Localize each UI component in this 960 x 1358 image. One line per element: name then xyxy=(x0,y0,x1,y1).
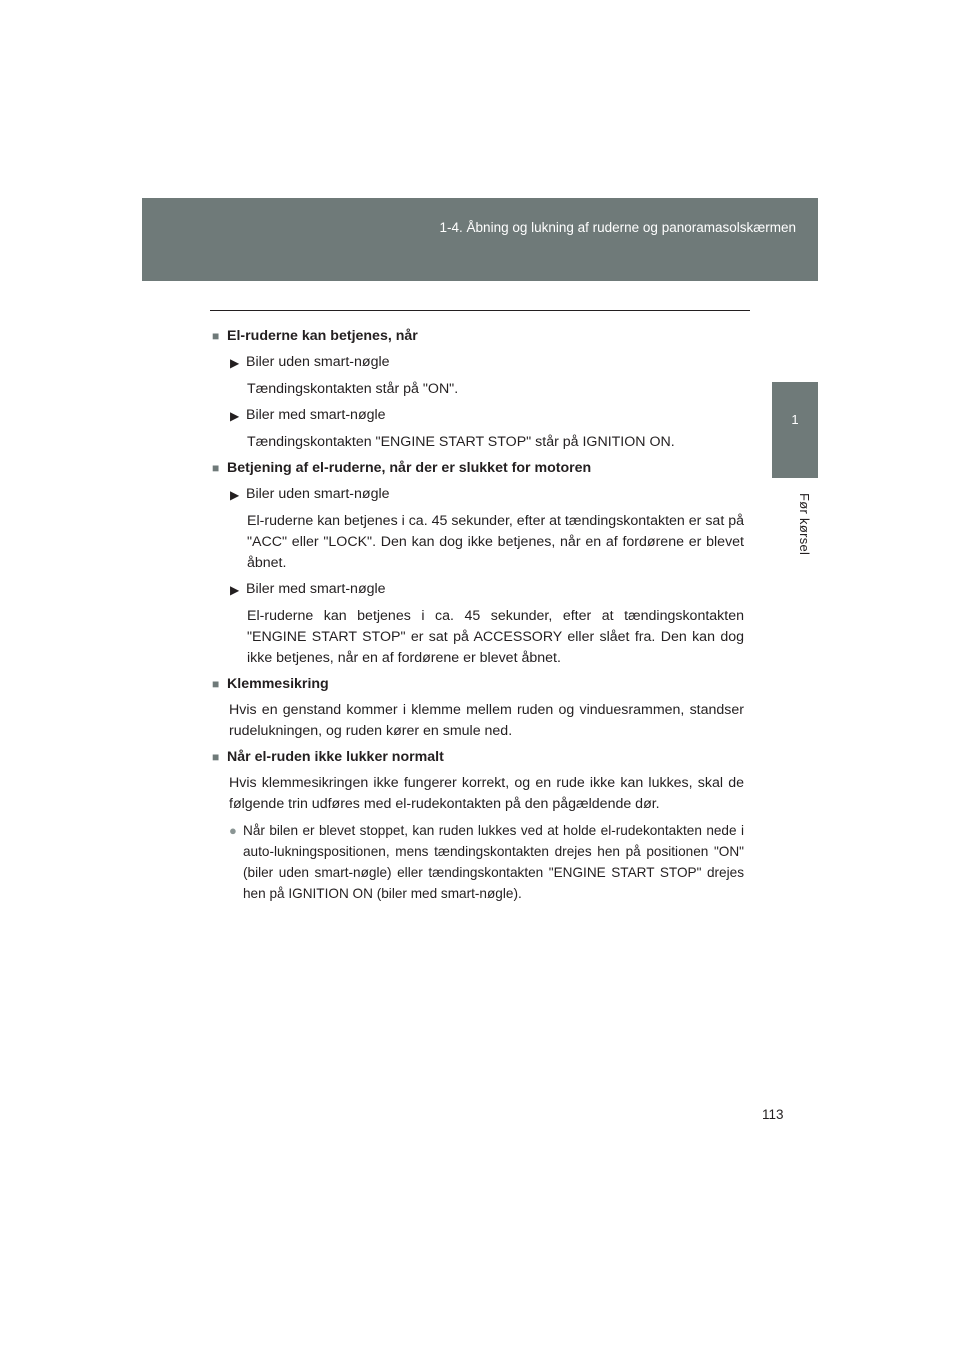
heading-text: Når el-ruden ikke lukker normalt xyxy=(227,749,444,765)
condition-label: Biler med smart-nøgle xyxy=(246,581,386,597)
triangle-bullet-icon: ▶ xyxy=(230,583,240,597)
heading-engine-off-operation xyxy=(212,458,744,479)
heading-jam-protection xyxy=(212,674,744,695)
chapter-label: Før kørsel xyxy=(797,493,812,556)
section-title: 1-4. Åbning og lukning af ruderne og panoramasolskærmen xyxy=(439,220,796,235)
condition-label: Biler uden smart-nøgle xyxy=(246,486,390,502)
chapter-number: 1 xyxy=(791,412,799,427)
heading-window-not-closing xyxy=(212,747,744,768)
circle-bullet-icon: ● xyxy=(229,823,237,838)
condition-label: Biler uden smart-nøgle xyxy=(246,354,390,370)
square-bullet-icon: ■ xyxy=(212,461,220,475)
condition-text: Tændingskontakten står på "ON". xyxy=(247,381,459,397)
condition-row xyxy=(230,484,744,506)
condition-text: El-ruderne kan betjenes i ca. 45 sekunder, efter at tændingskontakten er sat på "ACC" eller "LOCK". Den kan dog ikke betjenes, når en af fordørene er blevet åbnet. xyxy=(247,513,744,571)
chapter-header xyxy=(142,198,818,281)
bullet-item xyxy=(229,820,744,904)
condition-label: Biler med smart-nøgle xyxy=(246,407,386,423)
condition-text: Tændingskontakten "ENGINE START STOP" står på IGNITION ON. xyxy=(247,434,675,450)
heading-text: Betjening af el-ruderne, når der er slukket for motoren xyxy=(227,460,592,476)
bullet-text: Når bilen er blevet stoppet, kan ruden lukkes ved at holde el-rudekontakten nede i auto-lukningspositionen, mens tændingskontakten drejes hen på positionen "ON" (biler uden smart-nøgle) eller tændingskontakten "ENGINE START STOP" drejes hen på IGNITION ON (biler med smart-nøgle). xyxy=(243,823,744,901)
page-number: 113 xyxy=(762,1107,784,1122)
square-bullet-icon: ■ xyxy=(212,677,220,691)
heading-operation-conditions xyxy=(212,326,744,347)
heading-text: Klemmesikring xyxy=(227,676,329,692)
condition-row xyxy=(230,579,744,601)
square-bullet-icon: ■ xyxy=(212,329,220,343)
body-text: Hvis klemmesikringen ikke fungerer korrekt, og en rude ikke kan lukkes, skal de følgende trin udføres med el-rudekontakten på den pågældende dør. xyxy=(229,775,744,812)
condition-row xyxy=(230,352,744,374)
triangle-bullet-icon: ▶ xyxy=(230,409,240,423)
condition-text: El-ruderne kan betjenes i ca. 45 sekunder, efter at tændingskontakten "ENGINE START STOP" er sat på ACCESSORY eller slået fra. Den kan dog ikke betjenes, når en af fordørene er blevet åbnet. xyxy=(247,608,744,666)
triangle-bullet-icon: ▶ xyxy=(230,488,240,502)
condition-row xyxy=(230,405,744,427)
header-rule xyxy=(210,310,750,311)
square-bullet-icon: ■ xyxy=(212,750,220,764)
chapter-tab xyxy=(772,382,818,478)
heading-text: El-ruderne kan betjenes, når xyxy=(227,328,418,344)
body-text: Hvis en genstand kommer i klemme mellem ruden og vinduesrammen, standser rudelukningen, og ruden kører en smule ned. xyxy=(229,702,744,739)
page-content xyxy=(212,326,744,909)
triangle-bullet-icon: ▶ xyxy=(230,356,240,370)
